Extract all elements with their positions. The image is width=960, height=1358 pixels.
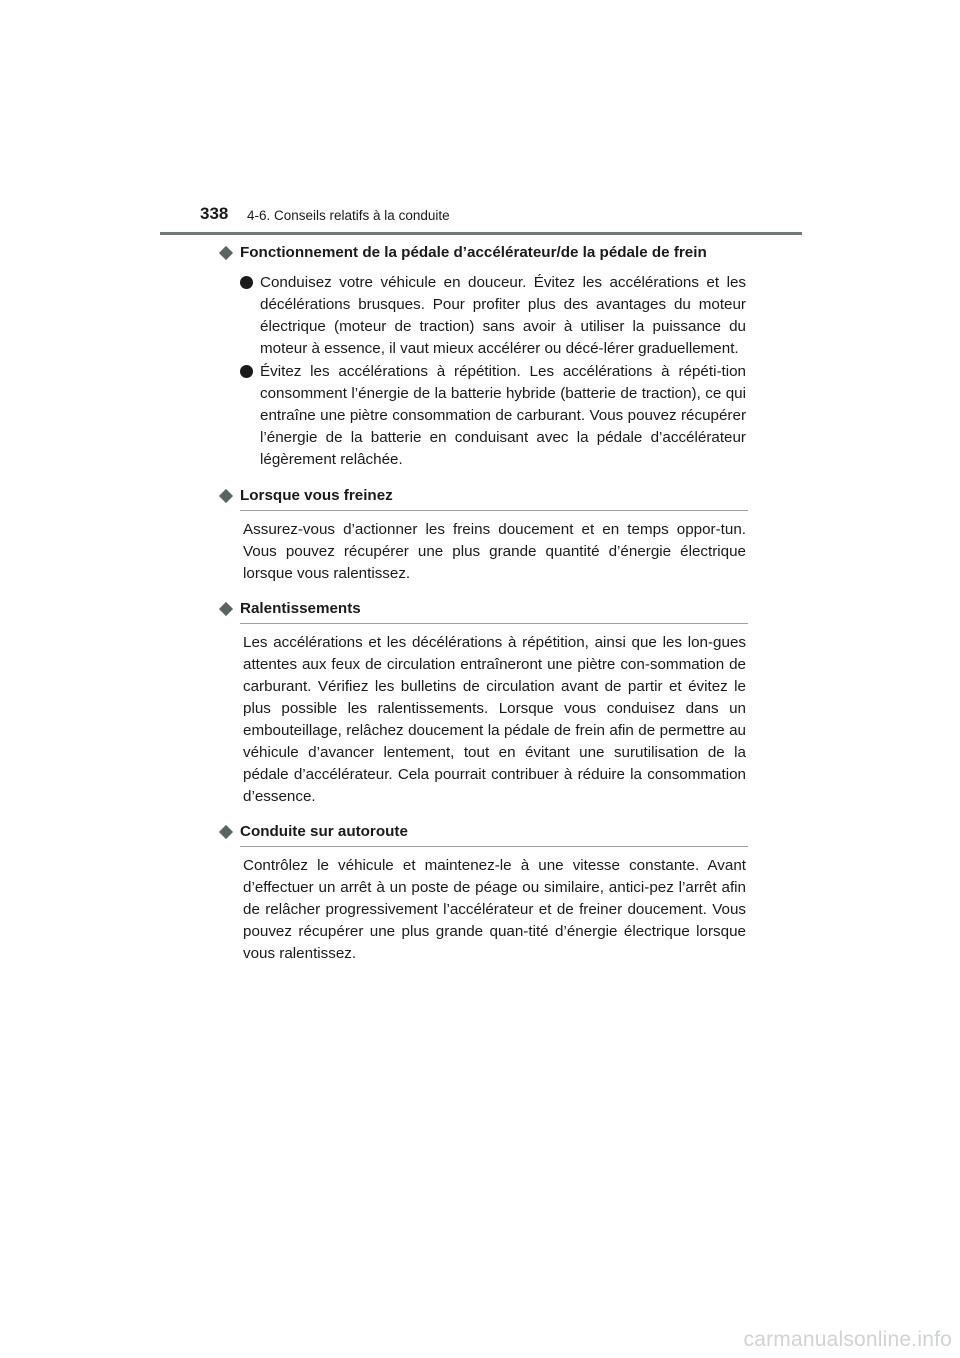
section-heading: Conduite sur autoroute	[240, 823, 408, 840]
diamond-icon	[219, 489, 233, 503]
header-rule	[160, 232, 802, 235]
heading-rule	[240, 623, 748, 624]
section-heading: Ralentissements	[240, 600, 361, 617]
list-item	[218, 361, 748, 471]
section-heading: Lorsque vous freinez	[240, 487, 393, 504]
heading-rule	[240, 846, 748, 847]
bullet-text: Évitez les accélérations à répétition. Les accélérations à répéti-tion consomment l’énergie de la batterie hybride (batterie de traction), ce qui entraîne une piètre consommation de carburant. Vous pouvez récupérer l’énergie de la batterie en conduisant avec la pédale d’accélérateur légèrement relâchée.	[260, 363, 746, 468]
section-highway-driving	[218, 821, 748, 965]
section-traffic-jams	[218, 598, 748, 808]
section-body: Les accélérations et les décélérations à répétition, ainsi que les lon-gues attentes aux feux de circulation entraîneront une piètre con-sommation de carburant. Vérifiez les bulletins de circulation avant de partir et évitez le plus possible les ralentissements. Lorsque vous conduisez dans un embouteillage, relâchez doucement la pédale de frein afin de permettre au véhicule d’avancer lentement, tout en évitant une surutilisation de la pédale d’accélérateur. Cela pourrait contribuer à réduire la consommation d’essence.	[243, 634, 746, 805]
page-number: 338	[200, 204, 229, 223]
chapter-title: 4-6. Conseils relatifs à la conduite	[247, 208, 450, 223]
section-body: Contrôlez le véhicule et maintenez-le à une vitesse constante. Avant d’effectuer un arrêt à un poste de péage ou similaire, antici-pez l’arrêt afin de relâcher progressivement l’accélérateur et de freiner doucement. Vous pouvez récupérer une plus grande quan-tité d’énergie électrique lorsque vous ralentissez.	[243, 857, 746, 962]
diamond-icon	[219, 602, 233, 616]
page-content	[218, 242, 748, 965]
section-body: Assurez-vous d’actionner les freins doucement et en temps oppor-tun. Vous pouvez récupérer une plus grande quantité d’énergie électrique lorsque vous ralentissez.	[243, 521, 746, 582]
section-heading: Fonctionnement de la pédale d’accélérateur/de la pédale de frein	[240, 244, 707, 261]
bullet-text: Conduisez votre véhicule en douceur. Évitez les accélérations et les décélérations brusques. Pour profiter plus des avantages du moteur électrique (moteur de traction) sans avoir à utiliser la puissance du moteur à essence, il vaut mieux accélérer ou décé-lérer graduellement.	[260, 274, 746, 357]
section-braking	[218, 485, 748, 585]
section-pedal-operation	[218, 242, 748, 471]
watermark: carmanualsonline.info	[743, 1328, 952, 1351]
heading-rule	[240, 510, 748, 511]
bullet-dot-icon	[240, 365, 253, 378]
diamond-icon	[219, 246, 233, 260]
bullet-dot-icon	[240, 276, 253, 289]
bullet-list	[218, 272, 748, 471]
diamond-icon	[219, 825, 233, 839]
list-item	[218, 272, 748, 360]
